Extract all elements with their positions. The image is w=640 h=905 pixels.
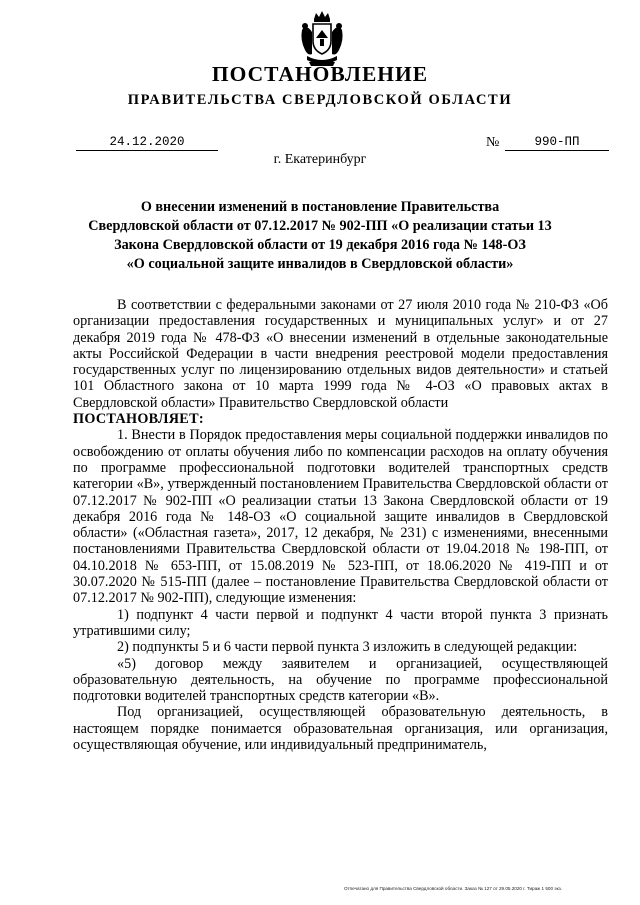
- title-line: Свердловской области от 07.12.2017 № 902-ПП «О реализации статьи 13: [88, 218, 552, 234]
- title-line: О внесении изменений в постановление Правительства: [140, 199, 500, 215]
- city-line: г. Екатеринбург: [273, 152, 367, 167]
- document-number: 990-ПП: [505, 134, 609, 151]
- subclause-paragraph: 1) подпункт 4 части первой и подпункт 4 части второй пункта 3 признать утратившими силу;: [73, 606, 608, 639]
- preamble-paragraph: В соответствии с федеральными законами от 27 июля 2010 года № 210-ФЗ «Об организации предоставления государственных и муниципальных услуг» и от 27 декабря 2019 года № 478-ФЗ «О внесении изменений в отдельные законодательные акты Российской Федерации в части внедрения реестровой модели предоставления государственных услуг по лицензированию отдельных видов деятельности» и статьей 101 Областного закона от 10 марта 1999 года № 4-ОЗ «О правовых актах в Свердловской области» Правительство Свердловской области: [73, 297, 608, 411]
- title-line: «О социальной защите инвалидов в Свердловской области»: [126, 256, 514, 272]
- document-date: 24.12.2020: [76, 134, 218, 151]
- title-line: Закона Свердловской области от 19 декабря 2016 года № 148-ОЗ: [114, 237, 526, 253]
- clause-paragraph: 1. Внести в Порядок предоставления меры социальной поддержки инвалидов по освобождению от оплаты обучения либо по компенсации расходов на оплату обучения по программе профессиональной подготовки водителей транспортных средств категории «В», утвержденный постановлением Правительства Свердловской области от 07.12.2017 № 902-ПП «О реализации статьи 13 Закона Свердловской области от 19 декабря 2016 года № 148-ОЗ «О социальной защите инвалидов в Свердловской области» («Областная газета», 2017, 12 декабря, № 231) с изменениями, внесенными постановлениями Правительства Свердловской области от 19.04.2018 № 198-ПП, от 04.10.2018 № 653-ПП, от 15.08.2019 № 523-ПП, от 18.06.2020 № 419-ПП и от 30.07.2020 № 515-ПП (далее – постановление Правительства Свердловской области от 07.12.2017 № 902-ПП), следующие изменения:: [73, 427, 608, 607]
- document-type-heading: ПОСТАНОВЛЕНИЕ: [211, 62, 429, 86]
- document-body: [73, 297, 608, 753]
- quoted-paragraph: «5) договор между заявителем и организацией, осуществляющей образовательную деятельность, на обучение по программе профессиональной подготовки водителей транспортных средств категории «В».: [73, 655, 608, 705]
- number-label: №: [486, 135, 500, 150]
- document-title: [60, 198, 580, 274]
- definition-paragraph: Под организацией, осуществляющей образовательную деятельность, в настоящем порядке понимается образовательная организация, или организация, осуществляющая обучение, или индивидуальный предприниматель,: [73, 704, 608, 754]
- issuer-heading: ПРАВИТЕЛЬСТВА СВЕРДЛОВСКОЙ ОБЛАСТИ: [127, 92, 513, 108]
- print-footer-note: Отпечатано для Правительства Свердловской области. Заказ № 127 от 29.05.2020 г. Тираж 1 500 экз.: [344, 886, 563, 891]
- decree-word: ПОСТАНОВЛЯЕТ:: [73, 411, 204, 428]
- coat-of-arms-icon: [299, 10, 345, 68]
- subclause-paragraph: 2) подпункты 5 и 6 части первой пункта 3 изложить в следующей редакции:: [117, 639, 578, 656]
